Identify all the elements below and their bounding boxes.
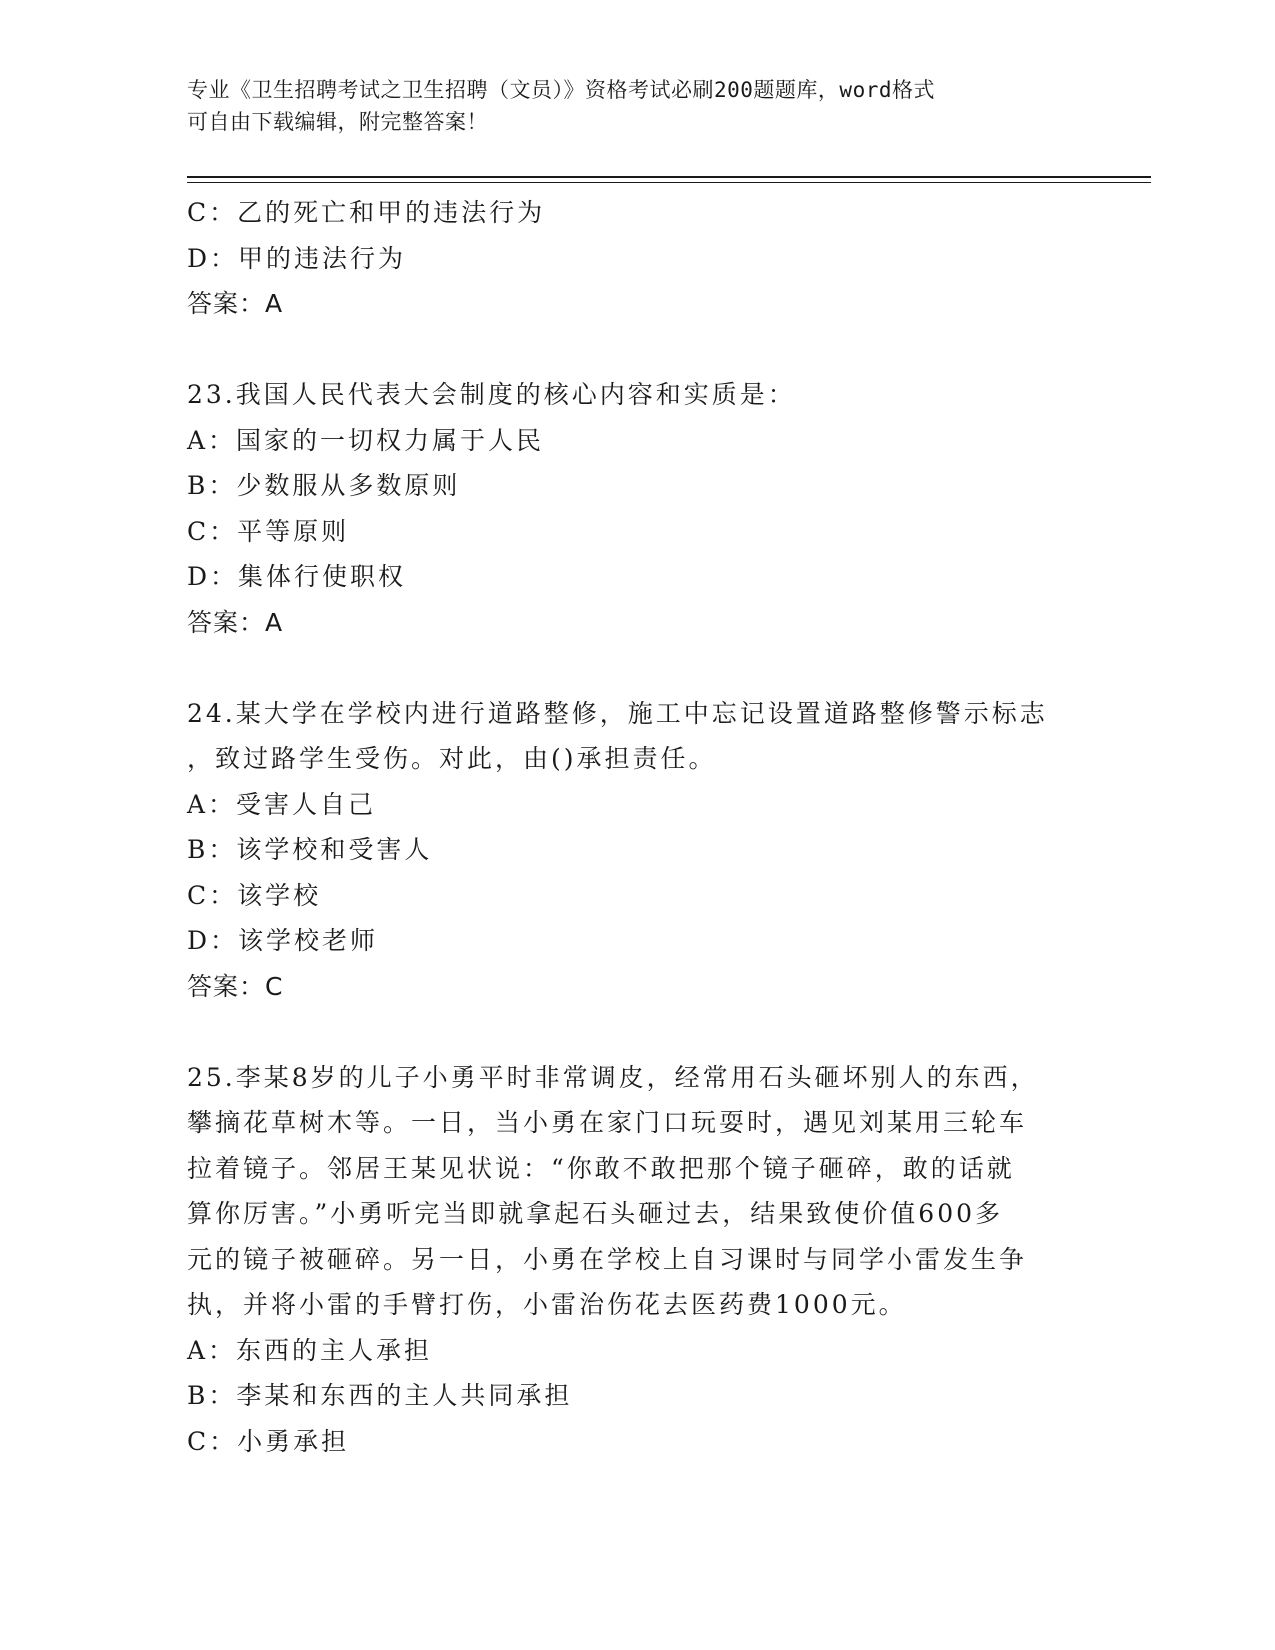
document-header xyxy=(187,74,1067,138)
q23-option-c: C：平等原则 xyxy=(187,516,350,546)
question-content xyxy=(187,190,1087,1464)
q25-option-a: A：东西的主人承担 xyxy=(187,1335,433,1365)
q24-option-d: D：该学校老师 xyxy=(187,926,379,955)
header-title-line-2: 可自由下载编辑，附完整答案！ xyxy=(187,110,488,134)
question-23 xyxy=(187,372,1087,645)
q23-answer: 答案：A xyxy=(187,607,284,637)
q25-stem-line-6: 执，并将小雷的手臂打伤，小雷治伤花去医药费1000元。 xyxy=(187,1290,907,1319)
q23-stem: 23.我国人民代表大会制度的核心内容和实质是： xyxy=(187,380,796,409)
q25-stem-line-2: 攀摘花草树木等。一日，当小勇在家门口玩耍时，遇见刘某用三轮车 xyxy=(187,1108,1028,1137)
q24-option-a: A：受害人自己 xyxy=(187,789,377,819)
q24-stem-line-2: ，致过路学生受伤。对此，由()承担责任。 xyxy=(187,744,717,773)
q25-stem-line-3: 拉着镜子。邻居王某见状说：“你敢不敢把那个镜子砸碎，敢的话就 xyxy=(187,1153,1015,1183)
q25-stem-line-4: 算你厉害。”小勇听完当即就拿起石头砸过去，结果致使价值600多 xyxy=(187,1199,1004,1228)
q23-option-a: A：国家的一切权力属于人民 xyxy=(187,425,545,455)
header-title-line-1: 专业《卫生招聘考试之卫生招聘（文员）》资格考试必刷200题题库，word格式 xyxy=(187,78,935,102)
q25-stem-line-1: 25.李某8岁的儿子小勇平时非常调皮，经常用石头砸坏别人的东西， xyxy=(187,1062,1039,1092)
header-rule-thick xyxy=(187,176,1151,178)
question-spacer xyxy=(187,327,1087,373)
question-22-tail xyxy=(187,190,1087,327)
q22-answer: 答案：A xyxy=(187,289,284,318)
q24-stem-line-1: 24.某大学在学校内进行道路整修，施工中忘记设置道路整修警示标志 xyxy=(187,698,1048,728)
q25-stem-line-5: 元的镜子被砸碎。另一日，小勇在学校上自习课时与同学小雷发生争 xyxy=(187,1244,1028,1274)
question-spacer xyxy=(187,645,1087,691)
q25-option-c: C：小勇承担 xyxy=(187,1426,350,1456)
q25-option-b: B：李某和东西的主人共同承担 xyxy=(187,1381,573,1410)
q24-option-c: C：该学校 xyxy=(187,880,322,910)
q23-option-d: D：集体行使职权 xyxy=(187,562,407,591)
q24-option-b: B：该学校和受害人 xyxy=(187,835,433,864)
q24-answer: 答案：C xyxy=(187,971,284,1001)
q23-option-b: B：少数服从多数原则 xyxy=(187,471,461,500)
question-25 xyxy=(187,1055,1087,1465)
question-spacer xyxy=(187,1009,1087,1055)
header-rule-thin xyxy=(187,182,1151,183)
q22-option-d: D：甲的违法行为 xyxy=(187,243,407,273)
question-24 xyxy=(187,691,1087,1010)
q22-option-c: C：乙的死亡和甲的违法行为 xyxy=(187,198,546,227)
